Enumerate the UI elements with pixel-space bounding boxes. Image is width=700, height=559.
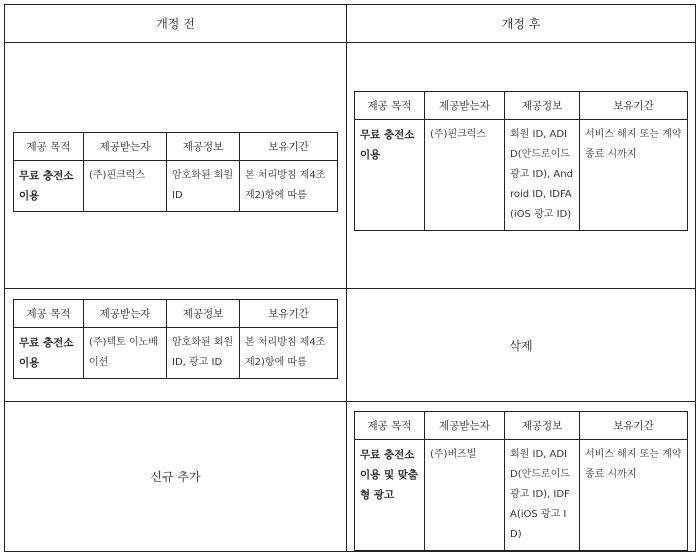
col-header-period: 보유기간 (240, 300, 338, 328)
purpose-cell: 무료 충전소 이용 (14, 161, 84, 212)
col-header-info: 제공정보 (505, 92, 580, 120)
purpose-cell: 무료 충전소 이용 (14, 328, 84, 379)
row-divider (5, 42, 695, 43)
period-cell: 본 처리방침 제4조 제2)항에 따름 (240, 328, 338, 379)
info-cell: 회원 ID, ADID(안드로이드 광고 ID), Android ID, IDFA(iOS 광고 ID) (505, 120, 580, 231)
purpose-cell: 무료 충전소 이용 (355, 120, 425, 231)
period-cell: 본 처리방침 제4조 제2)항에 따름 (240, 161, 338, 212)
info-cell: 암호화된 회원 ID, 광고 ID (167, 328, 240, 379)
col-header-period: 보유기간 (240, 133, 338, 161)
col-header-recipient: 제공받는자 (425, 92, 505, 120)
recipient-cell: (주)텍토 이노베이션 (84, 328, 167, 379)
row1-after-table (354, 91, 688, 231)
col-header-info: 제공정보 (167, 133, 240, 161)
col-header-purpose: 제공 목적 (355, 92, 425, 120)
recipient-cell: (주)핀크럭스 (425, 120, 505, 231)
info-cell: 암호화된 회원 ID (167, 161, 240, 212)
col-header-recipient: 제공받는자 (84, 300, 167, 328)
col-header-recipient: 제공받는자 (84, 133, 167, 161)
col-header-period: 보유기간 (580, 92, 688, 120)
column-divider (346, 5, 347, 551)
col-header-purpose: 제공 목적 (355, 412, 425, 440)
header-before: 개정 전 (156, 16, 195, 31)
period-cell: 서비스 해지 또는 계약 종료 시까지 (580, 120, 688, 231)
revision-comparison-table (4, 4, 696, 552)
info-cell: 회원 ID, ADID(안드로이드 광고 ID), IDFA(iOS 광고 ID) (505, 440, 580, 551)
row2-before-table (13, 299, 338, 379)
purpose-cell: 무료 충전소 이용 및 맞춤형 광고 (355, 440, 425, 551)
recipient-cell: (주)핀크럭스 (84, 161, 167, 212)
period-cell: 서비스 해지 또는 계약 종료 시까지 (580, 440, 688, 551)
col-header-info: 제공정보 (505, 412, 580, 440)
deleted-label: 삭제 (509, 338, 533, 353)
new-addition-label: 신규 추가 (150, 470, 201, 484)
col-header-purpose: 제공 목적 (14, 133, 84, 161)
recipient-cell: (주)버즈빌 (425, 440, 505, 551)
col-header-period: 보유기간 (580, 412, 688, 440)
col-header-purpose: 제공 목적 (14, 300, 84, 328)
row1-before-table (13, 132, 338, 212)
row3-after-table (354, 411, 688, 551)
col-header-info: 제공정보 (167, 300, 240, 328)
col-header-recipient: 제공받는자 (425, 412, 505, 440)
header-after: 개정 후 (501, 16, 541, 31)
